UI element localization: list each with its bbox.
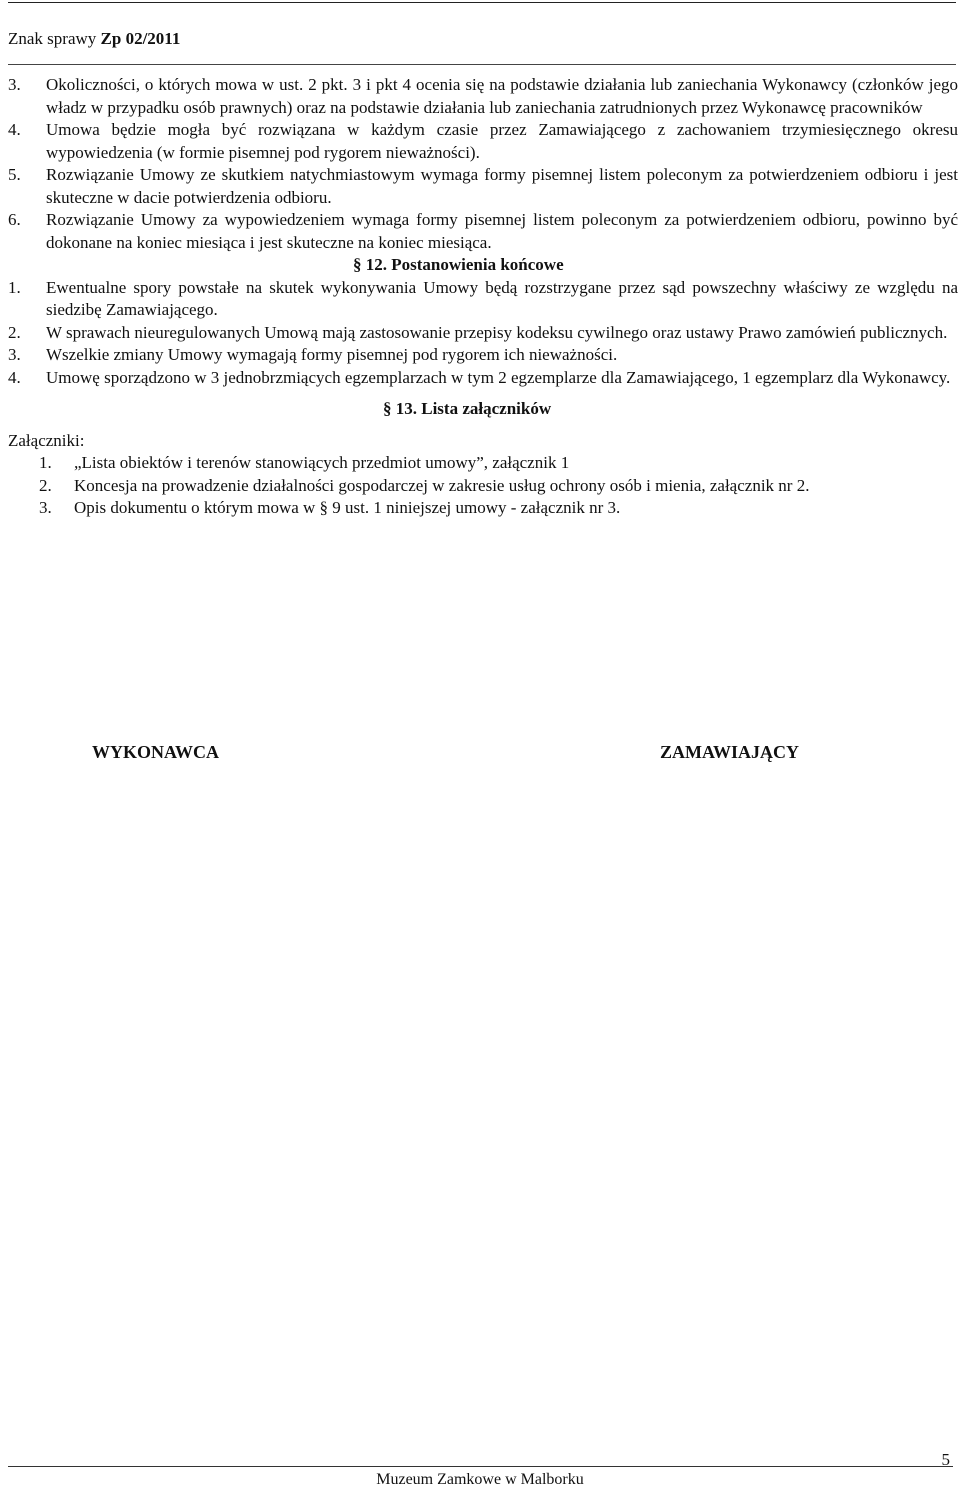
item-text: Umowa będzie mogła być rozwiązana w każdym czasie przez Zamawiającego z zachowaniem trzymiesięcznego okresu wypowiedzenia (w formie pisemnej pod rygorem nieważności).: [46, 120, 958, 162]
item-text: Umowę sporządzono w 3 jednobrzmiących egzemplarzach w tym 2 egzemplarze dla Zamawiającego, 1 egzemplarz dla Wykonawcy.: [46, 367, 951, 387]
list-item: [8, 322, 958, 345]
attachment-item: [39, 452, 958, 475]
item-number: 4.: [8, 367, 21, 387]
item-number: 6.: [8, 210, 21, 229]
client-signature-label: ZAMAWIAJĄCY: [660, 742, 799, 762]
item-text: Okoliczności, o których mowa w ust. 2 pkt. 3 i pkt 4 ocenia się na podstawie działania lub zaniechania Wykonawcy (członków jego władz w przypadku osób prawnych) oraz na podstawie działania lub zaniechania zatrudnionych przez Wykonawcę pracowników: [46, 75, 958, 117]
item-number: 4.: [8, 120, 21, 139]
attachment-number: 2.: [39, 475, 52, 495]
footer-institution: Muzeum Zamkowe w Malborku: [376, 1471, 584, 1488]
list-item: [8, 344, 958, 367]
list-item: [8, 209, 958, 254]
contractor-signature-label: WYKONAWCA: [92, 742, 220, 762]
item-text: W sprawach nieuregulowanych Umową mają zastosowanie przepisy kodeksu cywilnego oraz ustawy Prawo zamówień publicznych.: [46, 322, 948, 342]
page-number: 5: [941, 1450, 950, 1469]
item-number: 5.: [8, 165, 21, 184]
attachment-text: „Lista obiektów i terenów stanowiących przedmiot umowy”, załącznik 1: [74, 453, 570, 472]
list-item: [8, 164, 958, 209]
item-number: 3.: [8, 345, 21, 364]
attachment-text: Opis dokumentu o którym mowa w § 9 ust. 1 niniejszej umowy - załącznik nr 3.: [74, 498, 621, 517]
list-item: [8, 367, 958, 390]
header-top-rule: [8, 2, 956, 3]
attachment-number: 1.: [39, 453, 52, 472]
case-header: [8, 28, 180, 50]
attachment-item: [39, 497, 958, 520]
item-number: 1.: [8, 277, 21, 297]
attachments-label: Załączniki:: [8, 430, 85, 450]
item-text: Ewentualne spory powstałe na skutek wykonywania Umowy będą rozstrzygane przez sąd powszechny właściwy ze względu na siedzibę Zamawiającego.: [46, 277, 958, 319]
item-text: Rozwiązanie Umowy ze skutkiem natychmiastowym wymaga formy pisemnej listem poleconym za potwierdzeniem odbioru i jest skuteczne w dacie potwierdzenia odbioru.: [46, 165, 958, 207]
attachment-item: [39, 475, 958, 498]
item-text: Rozwiązanie Umowy za wypowiedzeniem wymaga formy pisemnej listem poleconym za potwierdzeniem odbioru, powinno być dokonane na koniec miesiąca i jest skuteczne na koniec miesiąca.: [46, 210, 958, 252]
list-item: [8, 277, 958, 322]
item-number: 2.: [8, 322, 21, 342]
section-12-title: § 12. Postanowienia końcowe: [353, 255, 564, 274]
header-bottom-rule: [8, 64, 956, 65]
section-13-title: § 13. Lista załączników: [383, 399, 552, 418]
case-number: Zp 02/2011: [100, 29, 181, 48]
item-text: Wszelkie zmiany Umowy wymagają formy pisemnej pod rygorem ich nieważności.: [46, 345, 618, 364]
footer-rule: [8, 1466, 953, 1467]
attachment-text: Koncesja na prowadzenie działalności gospodarczej w zakresie usług ochrony osób i mienia, załącznik nr 2.: [74, 475, 810, 495]
attachments-list: [39, 452, 958, 520]
item-number: 3.: [8, 75, 21, 94]
document-body: [8, 74, 958, 520]
attachment-number: 3.: [39, 498, 52, 517]
case-label: Znak sprawy: [8, 29, 97, 48]
list-item: [8, 119, 958, 164]
list-item: [8, 74, 958, 119]
